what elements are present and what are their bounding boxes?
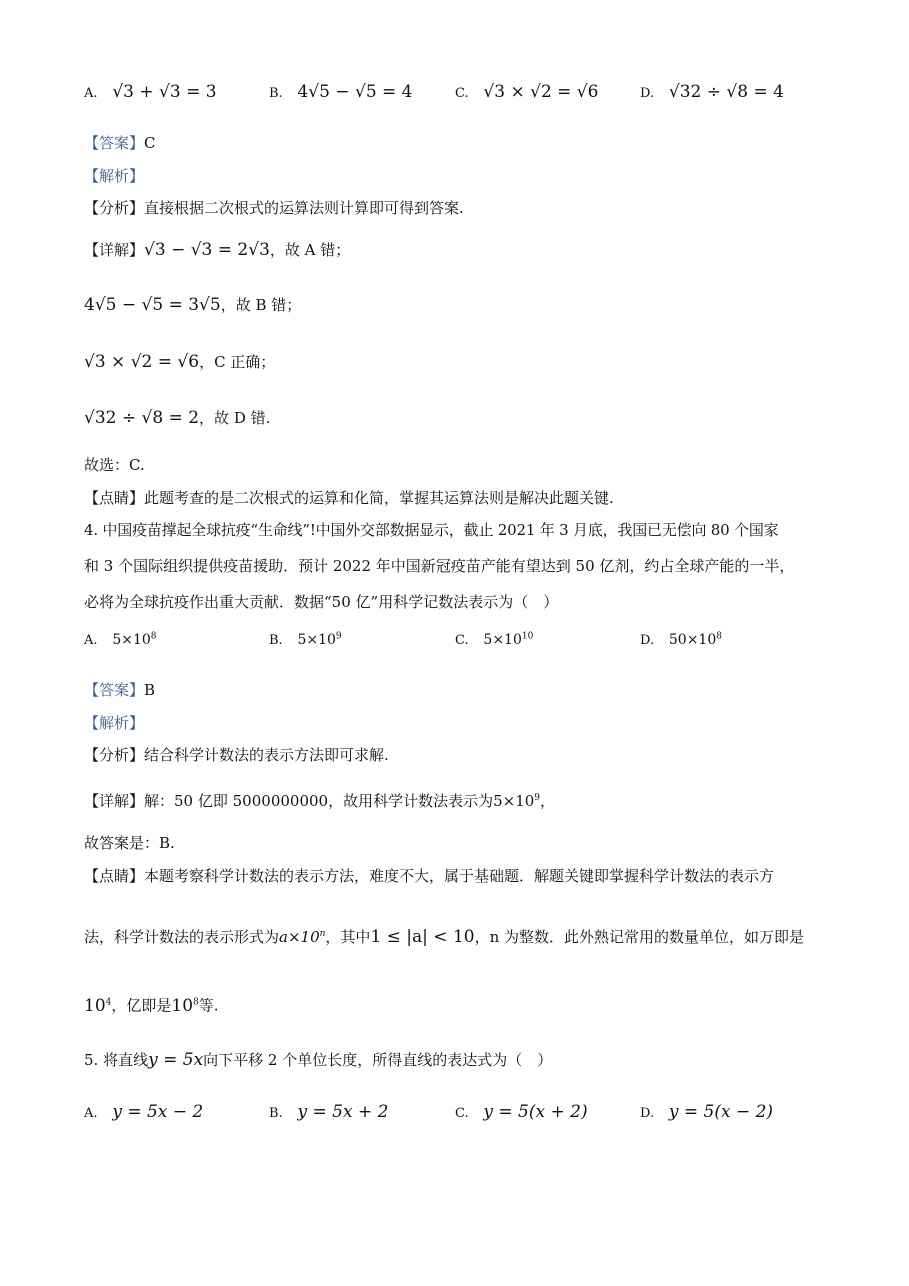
q3-option-b-expr: 4√5 − √5 = 4 xyxy=(297,82,413,102)
q4-option-a: A. $5\times 10^8$ xyxy=(84,631,157,648)
q4-comment-line-1: 【点睛】本题考察科学计数法的表示方法，难度不大，属于基础题．解题关键即掌握科学计数法的表示方 xyxy=(84,867,775,885)
q4-option-c: C. $5\times 10^{10}$ xyxy=(455,631,534,648)
q3-detail-line-1: 【详解】√3 − √3 = 2√3，故 A 错； xyxy=(84,240,351,260)
q4-comment-line-2: 法，科学计数法的表示形式为$a\times 10^n$，其中1 ≤ |a| < 10，n 为整数．此外熟记常用的数量单位，如万即是 xyxy=(84,927,805,947)
q4-stem-line-3: 必将为全球抗疫作出重大贡献．数据“50 亿”用科学记数法表示为（ ） xyxy=(84,593,559,611)
q3-option-a: A. √3 + √3 = 3 xyxy=(84,82,217,102)
q4-stem-line-1: 4. 中国疫苗撑起全球抗疫“生命线”!中国外交部数据显示，截止 2021 年 3 月底，我国已无偿向 80 个国家 xyxy=(84,521,779,539)
q4-option-b: B. $5\times 10^9$ xyxy=(269,631,342,648)
q5-stem: 5. 将直线y = 5x向下平移 2 个单位长度，所得直线的表达式为（ ） xyxy=(84,1050,553,1070)
q5-option-b: B. y = 5x + 2 xyxy=(269,1102,389,1122)
q3-option-d: D. √32 ÷ √8 = 4 xyxy=(640,82,784,102)
q3-analysis-tag: 【解析】 xyxy=(84,167,145,185)
q3-option-a-expr: √3 + √3 = 3 xyxy=(112,82,217,102)
q5-options xyxy=(84,1102,844,1132)
q4-detail: 【详解】解：50 亿即 5000000000，故用科学计数法表示为$5\times 10^9$， xyxy=(84,792,556,810)
q5-option-d: D. y = 5(x − 2) xyxy=(640,1102,774,1122)
q4-answer: 【答案】B xyxy=(84,681,156,699)
q3-choose: 故选：C. xyxy=(84,456,145,474)
q4-stem-line-2: 和 3 个国际组织提供疫苗援助．预计 2022 年中国新冠疫苗产能有望达到 50 亿剂，约占全球产能的一半， xyxy=(84,557,795,575)
q4-option-d: D. $50\times 10^8$ xyxy=(640,631,722,648)
q3-comment: 【点睛】此题考查的是二次根式的运算和化简，掌握其运算法则是解决此题关键. xyxy=(84,489,614,507)
q3-answer: 【答案】C xyxy=(84,134,156,152)
q3-options xyxy=(84,82,844,112)
q5-option-a: A. y = 5x − 2 xyxy=(84,1102,204,1122)
q4-options xyxy=(84,630,844,660)
q3-option-b: B. 4√5 − √5 = 4 xyxy=(269,82,413,102)
q4-choose: 故答案是：B. xyxy=(84,834,175,852)
q3-detail-line-4: √32 ÷ √8 = 2，故 D 错. xyxy=(84,408,271,428)
q3-option-c-expr: √3 × √2 = √6 xyxy=(483,82,599,102)
q3-option-c: C. √3 × √2 = √6 xyxy=(455,82,599,102)
q5-option-c: C. y = 5(x + 2) xyxy=(455,1102,588,1122)
q3-detail-line-2: 4√5 − √5 = 3√5，故 B 错； xyxy=(84,295,302,315)
q4-comment-line-3: $10^4$，亿即是$10^8$等. xyxy=(84,995,219,1016)
q4-fenxi: 【分析】结合科学计数法的表示方法即可求解. xyxy=(84,746,389,764)
q3-option-d-expr: √32 ÷ √8 = 4 xyxy=(668,82,784,102)
q4-analysis-tag: 【解析】 xyxy=(84,714,145,732)
q3-fenxi: 【分析】直接根据二次根式的运算法则计算即可得到答案. xyxy=(84,199,464,217)
q3-detail-line-3: √3 × √2 = √6，C 正确； xyxy=(84,352,276,372)
